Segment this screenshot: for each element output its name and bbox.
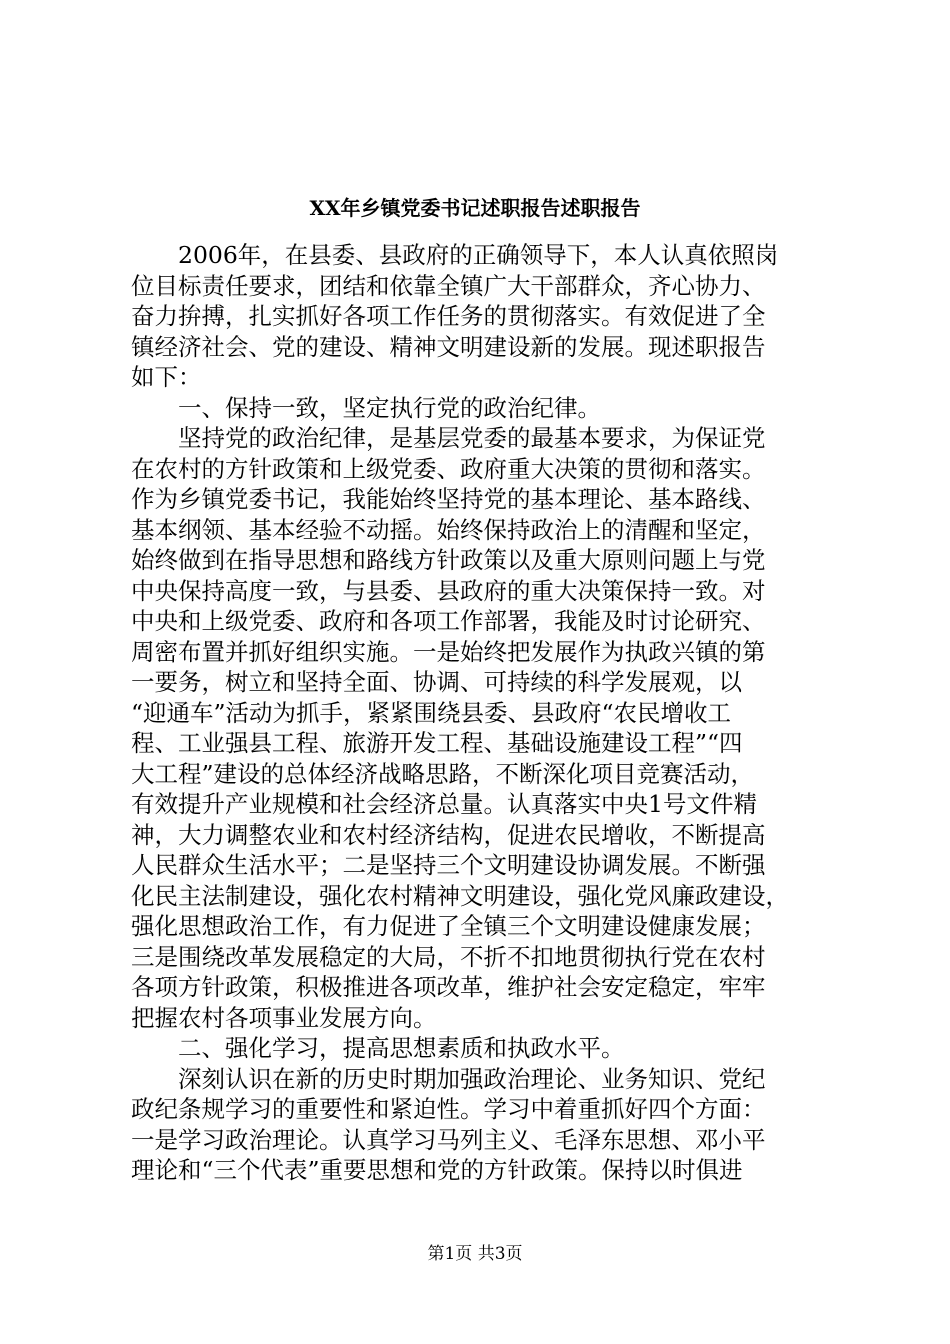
body-line: 各项方针政策，积极推进各项改革，维护社会安定稳定，牢牢	[131, 973, 766, 1001]
body-line: “迎通车”活动为抓手，紧紧围绕县委、县政府“农民增收工	[131, 698, 732, 727]
body-line: 程、工业强县工程、旅游开发工程、基础设施建设工程”“四	[131, 729, 743, 757]
body-line: 政纪条规学习的重要性和紧迫性。学习中着重抓好四个方面：	[131, 1095, 766, 1123]
body-line: 人民群众生活水平；二是坚持三个文明建设协调发展。不断强	[131, 851, 766, 879]
body-line: 2006年，在县委、县政府的正确领导下，本人认真依照岗	[131, 241, 779, 269]
body-line: 镇经济社会、党的建设、精神文明建设新的发展。现述职报告	[131, 332, 766, 361]
body-line: 周密布置并抓好组织实施。一是始终把发展作为执政兴镇的第	[131, 637, 766, 666]
body-line: 大工程”建设的总体经济战略思路，不断深化项目竞赛活动，	[131, 759, 755, 788]
body-line: 在农村的方针政策和上级党委、政府重大决策的贯彻和落实。	[131, 454, 766, 483]
body-line: 位目标责任要求，团结和依靠全镇广大干部群众，齐心协力、	[131, 271, 766, 300]
document-body	[131, 240, 831, 1186]
body-line: 坚持党的政治纪律，是基层党委的最基本要求，为保证党	[131, 424, 766, 452]
body-line: 基本纲领、基本经验不动摇。始终保持政治上的清醒和坚定，	[131, 515, 766, 544]
body-line: 作为乡镇党委书记，我能始终坚持党的基本理论、基本路线、	[131, 485, 766, 513]
body-line: 深刻认识在新的历史时期加强政治理论、业务知识、党纪	[131, 1064, 766, 1093]
body-line: 理论和“三个代表”重要思想和党的方针政策。保持以时俱进	[131, 1156, 743, 1184]
body-line: 一要务，树立和坚持全面、协调、可持续的科学发展观，以	[131, 668, 742, 696]
body-line: 如下：	[131, 363, 202, 391]
body-line: 三是围绕改革发展稳定的大局，不折不扣地贯彻执行党在农村	[131, 942, 766, 971]
body-line: 化民主法制建设，强化农村精神文明建设，强化党风廉政建设，	[131, 881, 789, 910]
body-line: 奋力拚搏，扎实抓好各项工作任务的贯彻落实。有效促进了全	[131, 302, 766, 330]
body-line: 中央保持高度一致，与县委、县政府的重大决策保持一致。对	[131, 576, 766, 605]
body-line: 强化思想政治工作，有力促进了全镇三个文明建设健康发展；	[131, 912, 766, 940]
section-heading: 二、强化学习，提高思想素质和执政水平。	[131, 1034, 625, 1062]
body-line: 一是学习政治理论。认真学习马列主义、毛泽东思想、邓小平	[131, 1125, 766, 1154]
body-line: 中央和上级党委、政府和各项工作部署，我能及时讨论研究、	[131, 607, 766, 635]
document-title: XX年乡镇党委书记述职报告述职报告	[309, 196, 641, 220]
body-line: 始终做到在指导思想和路线方针政策以及重大原则问题上与党	[131, 546, 766, 574]
page-number-footer: 第1页 共3页	[427, 1244, 523, 1264]
body-line: 把握农村各项事业发展方向。	[131, 1003, 437, 1032]
body-line: 有效提升产业规模和社会经济总量。认真落实中央1号文件精	[131, 790, 757, 818]
section-heading: 一、保持一致，坚定执行党的政治纪律。	[131, 393, 601, 422]
body-line: 神，大力调整农业和农村经济结构，促进农民增收，不断提高	[131, 820, 766, 849]
